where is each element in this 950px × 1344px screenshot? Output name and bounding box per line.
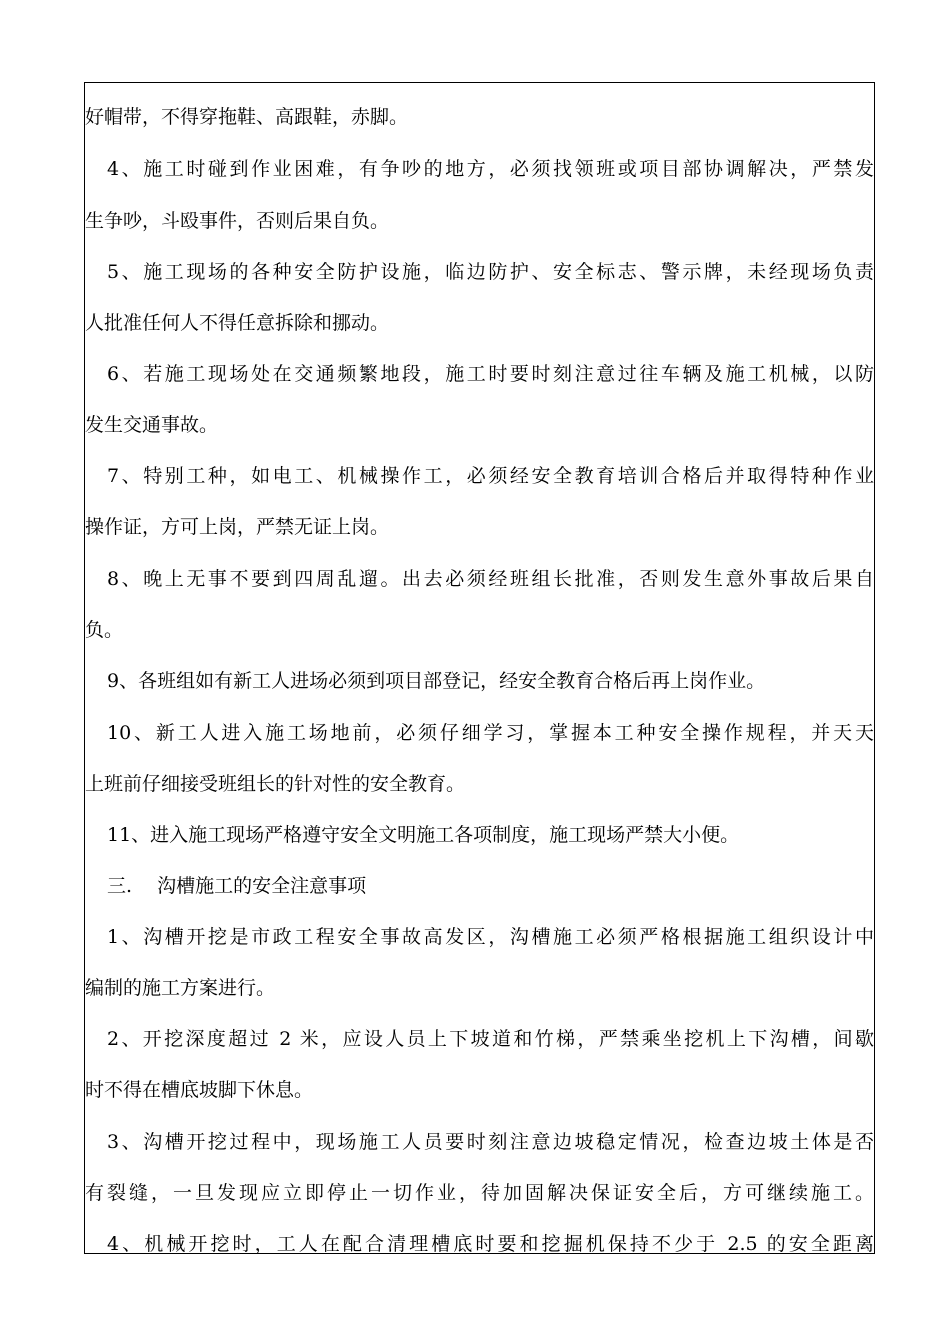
text-line: 操作证，方可上岗，严禁无证上岗。 — [85, 516, 390, 538]
text-line: 8、晚上无事不要到四周乱遛。出去必须经班组长批准，否则发生意外事故后果自 — [107, 568, 874, 590]
text-line: 3、沟槽开挖过程中，现场施工人员要时刻注意边坡稳定情况，检查边坡土体是否 — [107, 1131, 874, 1153]
text-line: 好帽带，不得穿拖鞋、高跟鞋，赤脚。 — [85, 106, 409, 128]
text-line: 人批准任何人不得任意拆除和挪动。 — [85, 312, 390, 334]
text-line: 7、特别工种，如电工、机械操作工，必须经安全教育培训合格后并取得特种作业 — [107, 465, 874, 487]
document-frame — [84, 82, 875, 1254]
text-line: 上班前仔细接受班组长的针对性的安全教育。 — [85, 773, 466, 795]
text-line: 发生交通事故。 — [85, 414, 219, 436]
text-line: 11、进入施工现场严格遵守安全文明施工各项制度，施工现场严禁大小便。 — [107, 824, 740, 846]
text-line: 5、施工现场的各种安全防护设施，临边防护、安全标志、警示牌，未经现场负责 — [107, 261, 874, 283]
text-line: 4、施工时碰到作业困难，有争吵的地方，必须找领班或项目部协调解决，严禁发 — [107, 158, 874, 180]
text-line: 负。 — [85, 619, 124, 641]
text-line: 有裂缝，一旦发现应立即停止一切作业，待加固解决保证安全后，方可继续施工。 — [85, 1182, 874, 1204]
text-line: 生争吵，斗殴事件，否则后果自负。 — [85, 210, 390, 232]
text-line: 时不得在槽底坡脚下休息。 — [85, 1079, 314, 1101]
text-line: 1、沟槽开挖是市政工程安全事故高发区，沟槽施工必须严格根据施工组织设计中 — [107, 926, 874, 948]
text-line: 2、开挖深度超过 2 米，应设人员上下坡道和竹梯，严禁乘坐挖机上下沟槽，间歇 — [107, 1028, 874, 1050]
section-heading: 三. 沟槽施工的安全注意事项 — [107, 875, 367, 897]
text-line: 编制的施工方案进行。 — [85, 977, 276, 999]
text-line: 6、若施工现场处在交通频繁地段，施工时要时刻注意过往车辆及施工机械，以防 — [107, 363, 874, 385]
text-line: 10、新工人进入施工场地前，必须仔细学习，掌握本工种安全操作规程，并天天 — [107, 722, 874, 744]
text-line: 9、各班组如有新工人进场必须到项目部登记，经安全教育合格后再上岗作业。 — [107, 670, 766, 692]
text-line: 4、机械开挖时，工人在配合清理槽底时要和挖掘机保持不少于 2.5 的安全距离 — [107, 1233, 874, 1254]
